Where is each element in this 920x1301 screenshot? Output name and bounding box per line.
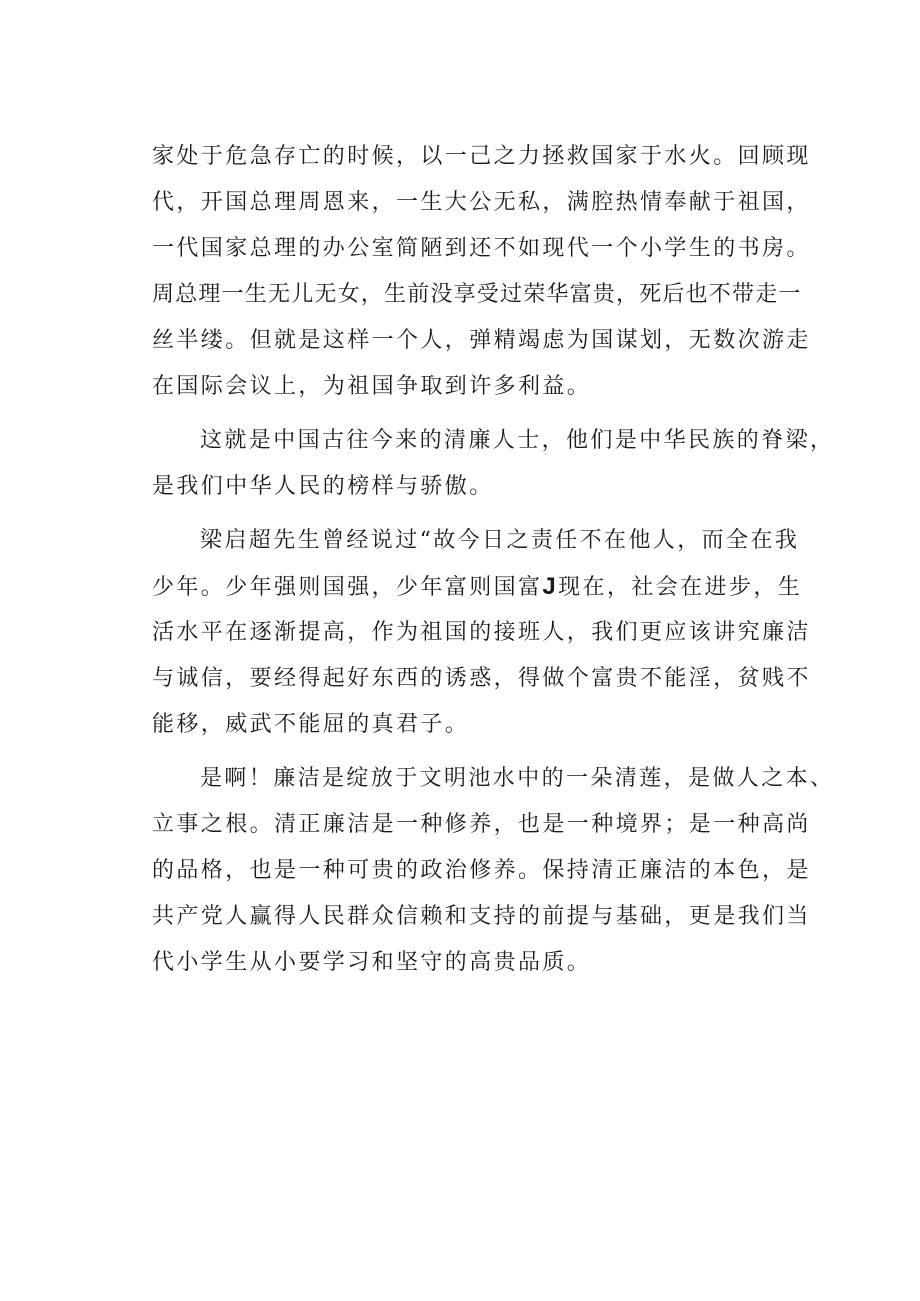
text-line: 这就是中国古往今来的清廉人士，他们是中华民族的脊梁， (200, 428, 835, 453)
text-line: 立事之根。清正廉洁是一种修养，也是一种境界；是一种高尚 (152, 812, 811, 837)
text-line (152, 564, 803, 610)
text-line: 代，开国总理周恩来，一生大公无私，满腔热情奉献于祖国， (152, 190, 811, 215)
text-line: 周总理一生无儿无女，生前没享受过荣华富贵，死后也不带走一 (152, 282, 802, 307)
text-line: 能移，威武不能屈的真君子。 (152, 712, 470, 737)
text-line: 一代国家总理的办公室简陋到还不如现代一个小学生的书房。 (152, 236, 811, 261)
text-line: 活水平在逐渐提高，作为祖国的接班人，我们更应该讲究廉洁 (152, 620, 811, 645)
text-line: 是我们中华人民的榜样与骄傲。 (152, 474, 494, 499)
text-line: 在国际会议上，为祖国争取到许多利益。 (152, 374, 592, 399)
text-line: 的品格，也是一种可贵的政治修养。保持清正廉洁的本色，是 (152, 858, 811, 883)
document-body (152, 134, 835, 986)
text-segment: 现在，社会在进步，生 (558, 575, 803, 600)
text-segment: 少年。少年强则国强，少年富则国富 (152, 575, 543, 600)
text-line: 梁启超先生曾经说过“故今日之责任不在他人，而全在我 (200, 528, 800, 553)
text-line: 共产党人赢得人民群众信赖和支持的前提与基础，更是我们当 (152, 904, 811, 929)
text-line: 与诚信，要经得起好东西的诱惑，得做个富贵不能淫，贫贱不 (152, 666, 811, 691)
text-line: 是啊！廉洁是绽放于文明池水中的一朵清莲，是做人之本、 (200, 766, 835, 791)
stray-glyph: J (542, 573, 559, 600)
paragraph-4 (152, 756, 835, 986)
text-line: 家处于危急存亡的时候，以一己之力拯救国家于水火。回顾现 (152, 144, 811, 169)
text-line: 丝半缕。但就是这样一个人，弹精竭虑为国谋划，无数次游走 (152, 328, 811, 353)
paragraph-3 (152, 518, 811, 748)
paragraph-1 (152, 134, 811, 410)
paragraph-2 (152, 418, 835, 510)
text-line: 代小学生从小要学习和坚守的高贵品质。 (152, 950, 592, 975)
